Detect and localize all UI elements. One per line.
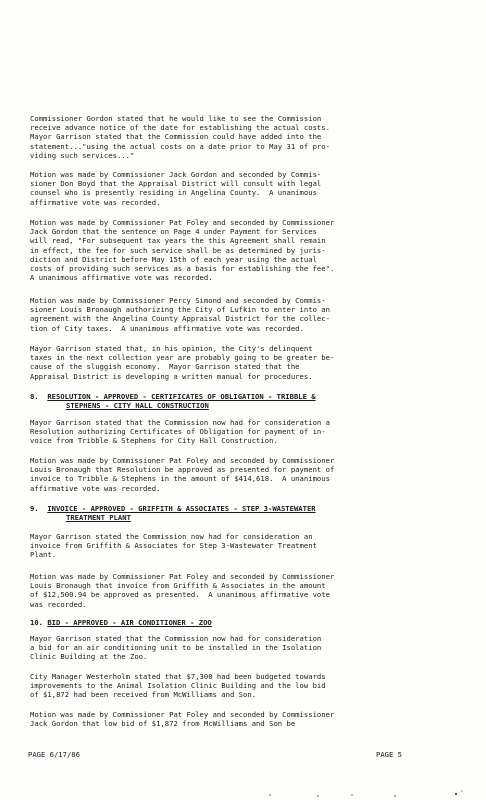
section-8-number: 8. [30,392,39,401]
paragraph-gordon-advance-notice: Commissioner Gordon stated that he would like to see the Commission receive advance notice of the date for establishing the actual costs. Mayor Garrison stated that the Commission could have added into the statement..."using the actual costs on a date prior to May 31 of pro- viding such services..." [30,114,330,160]
section-9-number: 9. [30,504,39,513]
section-8-title-line1: RESOLUTION - APPROVED - CERTIFICATES OF OBLIGATION - TRIBBLE & [47,392,316,401]
paragraph-westerholm-budget: City Manager Westerholm stated that $7,300 had been budgeted towards improvements to the Animal Isolation Clinic Building and the low bid of $1,872 had been received from McWilliams and Son. [30,672,326,700]
section-9-title-line2: TREATMENT PLANT [66,513,131,523]
paragraph-motion-resolution: Motion was made by Commissioner Pat Foley and seconded by Commissioner Louis Bronaugh that Resolution be approved as presented for payment of invoice to Tribble & Stephens in the amount of $414,618. A unanimous affirmative vote was recorded. [30,456,335,493]
paragraph-motion-legal-counsel: Motion was made by Commissioner Jack Gordon and seconded by Commis- sioner Don Boyd that the Appraisal District will consult with legal counsel who is presently residing in Angelina County. A unanimous affirmative vote was recorded. [30,170,322,207]
section-8-title-line2: STEPHENS - CITY HALL CONSTRUCTION [66,401,209,411]
paragraph-delinquent-taxes: Mayor Garrison stated that, in his opinion, the City's delinquent taxes in the next collection year are probably going to be greater be- cause of the sluggish economy. Mayor Garrison stated that the Appraisal District is developing a written manual for procedures. [30,344,335,381]
section-9-title-line1: INVOICE - APPROVED - GRIFFITH & ASSOCIATES - STEP 3-WASTEWATER [47,504,316,513]
footer-date: PAGE 6/17/86 [28,750,80,759]
paragraph-motion-griffith: Motion was made by Commissioner Pat Foley and seconded by Commissioner Louis Bronaugh that invoice from Griffith & Associates in the amount of $12,500.94 be approved as presented. A unanimous affirmative vote was recorded. [30,572,335,609]
footer-page-number: PAGE 5 [376,750,402,759]
section-10-title-line1: BID - APPROVED - AIR CONDITIONER - ZOO [47,618,212,627]
section-10-number: 10. [30,618,43,627]
paragraph-zoo-air-conditioner: Mayor Garrison stated that the Commission now had for consideration a bid for an air conditioning unit to be installed in the Isolation Clinic Building at the Zoo. [30,634,322,662]
paragraph-griffith-invoice: Mayor Garrison stated the Commission now had for consideration an invoice from Griffith & Associates for Step 3-Wastewater Treatment Plant. [30,532,317,560]
paragraph-motion-fee: Motion was made by Commissioner Pat Foley and seconded by Commissioner Jack Gordon that the sentence on Page 4 under Payment for Services will read, "For subsequent tax years the this Agreement shall remain in effect, the fee for such service shall be as determined by juris- diction and District before May 15th of each year using the actual costs of providing such services as a basis for establishing the fee". A unanimous affirmative vote was recorded. [30,218,335,283]
paragraph-motion-low-bid: Motion was made by Commissioner Pat Foley and seconded by Commissioner Jack Gordon that low bid of $1,872 from McWilliams and Son be [30,710,335,729]
paragraph-motion-tax-collection: Motion was made by Commissioner Percy Simond and seconded by Commis- sioner Louis Bronaugh authorizing the City of Lufkin to enter into an agreement with the Angelina County Appraisal District for the collec- tion of City taxes. A unanimous affirmative vote was recorded. [30,296,330,333]
paragraph-resolution-certificates: Mayor Garrison stated that the Commission now had for consideration a Resolution authorizing Certificates of Obligation for payment of in- voice from Tribble & Stephens for City Hall Construction. [30,418,330,446]
